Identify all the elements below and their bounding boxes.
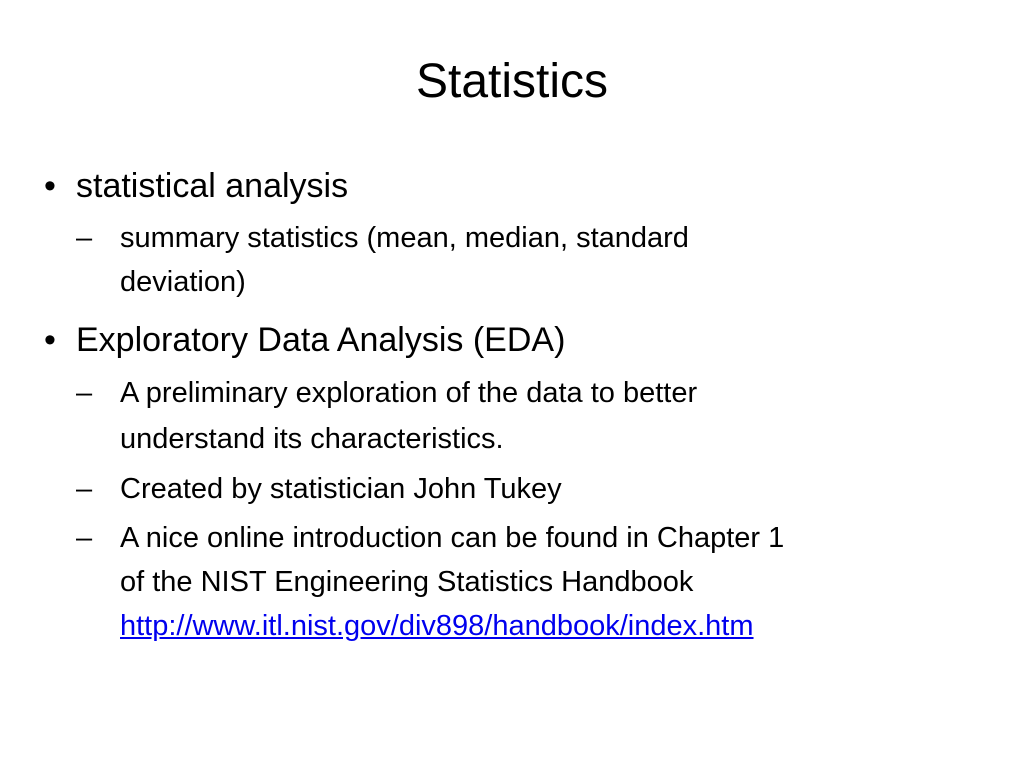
sub-bullet-text-continued: deviation) bbox=[120, 266, 246, 298]
sub-bullet-preliminary-exploration bbox=[76, 370, 1004, 462]
nist-handbook-link[interactable]: http://www.itl.nist.gov/div898/handbook/index.htm bbox=[120, 610, 754, 642]
sub-bullet-john-tukey bbox=[76, 466, 1004, 512]
bullet-text: statistical analysis bbox=[76, 167, 349, 205]
dash-icon: – bbox=[76, 522, 93, 554]
dash-icon: – bbox=[76, 473, 93, 505]
sub-bullet-text: Created by statistician John Tukey bbox=[120, 473, 562, 505]
sub-bullet-text: A preliminary exploration of the data to better bbox=[120, 377, 698, 409]
bullet-icon: • bbox=[44, 167, 56, 205]
sub-bullet-text-continued: understand its characteristics. bbox=[120, 423, 504, 455]
sub-bullet-text-continued: of the NIST Engineering Statistics Handbook bbox=[120, 566, 694, 598]
sub-bullet-text: A nice online introduction can be found in Chapter 1 bbox=[120, 522, 785, 554]
dash-icon: – bbox=[76, 222, 93, 254]
bullet-statistical-analysis bbox=[44, 162, 1004, 210]
bullet-list bbox=[44, 162, 1004, 652]
dash-icon: – bbox=[76, 377, 93, 409]
bullet-eda bbox=[44, 316, 1004, 364]
bullet-icon: • bbox=[44, 321, 56, 359]
sub-bullet-summary-statistics bbox=[76, 216, 1004, 304]
sub-bullet-nist-handbook bbox=[76, 516, 1004, 648]
slide-title: Statistics bbox=[415, 55, 609, 108]
bullet-text: Exploratory Data Analysis (EDA) bbox=[76, 321, 566, 359]
sub-bullet-text: summary statistics (mean, median, standard bbox=[120, 222, 689, 254]
